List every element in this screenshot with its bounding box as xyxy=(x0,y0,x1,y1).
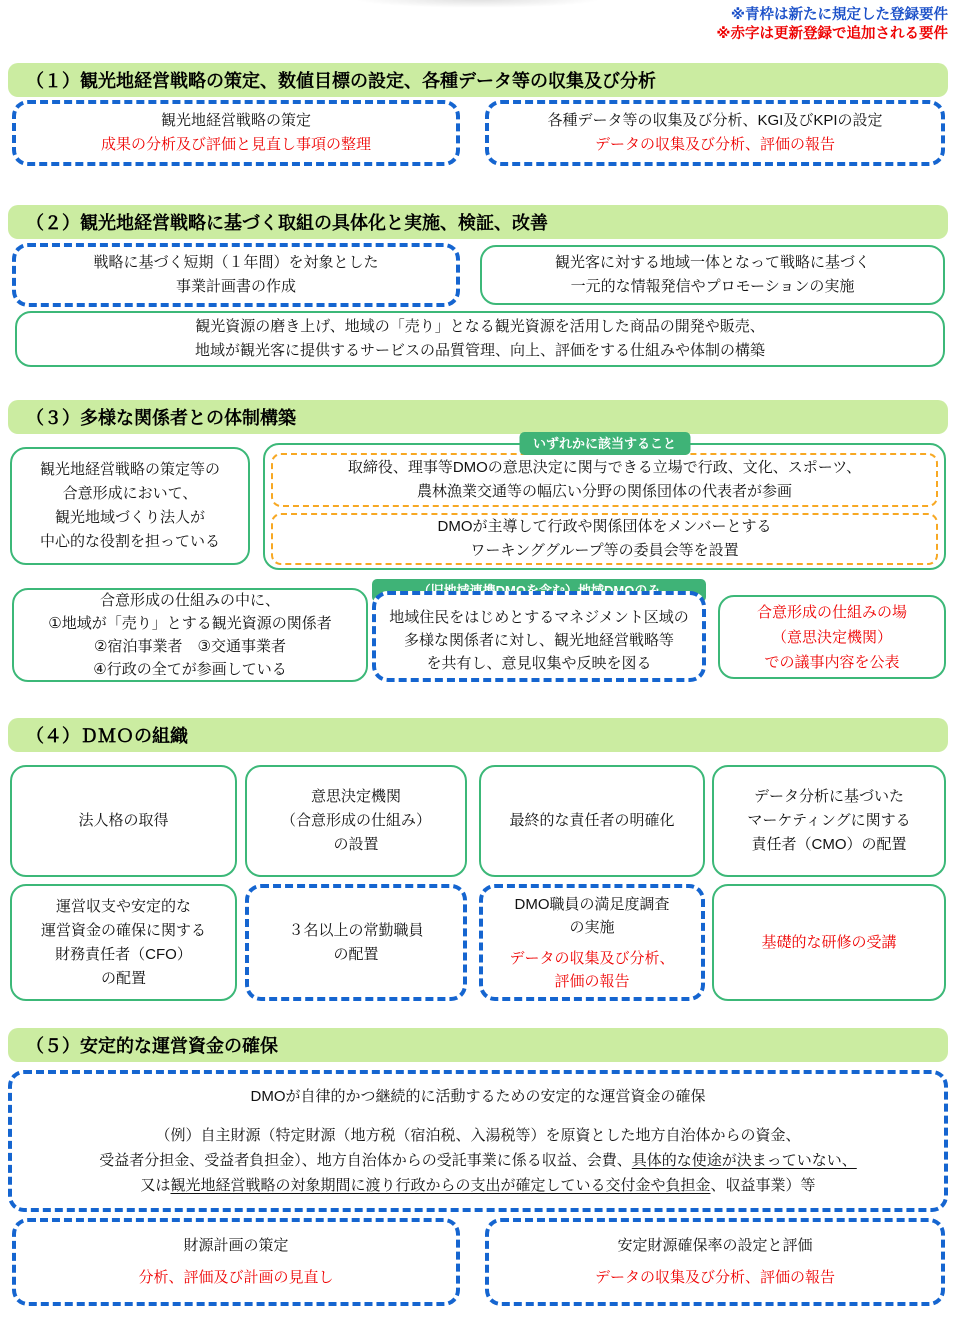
box-text-line: 運営収支や安定的な xyxy=(55,897,191,915)
box-text-black: 財源計画の策定 xyxy=(183,1237,289,1254)
section3-box-central-role xyxy=(10,447,250,565)
section5-header: （５）安定的な運営資金の確保 xyxy=(8,1028,948,1062)
section4-box-cmo xyxy=(712,765,946,877)
box-text-line: 地域が観光客に提供するサービスの品質管理、向上、評価をする仕組みや体制の構築 xyxy=(194,342,765,359)
funding-line3-plain: 又は xyxy=(140,1177,171,1194)
box-text-red-line: 合意形成の仕組みの場 xyxy=(756,603,907,621)
section1-box-strategy xyxy=(12,100,460,166)
section1-box-data-kgi-kpi xyxy=(485,100,945,166)
box-text-line: 観光資源の磨き上げ、地域の「売り」となる観光資源を活用した商品の開発や販売、 xyxy=(195,318,765,335)
box-text-red: データの収集及び分析、 xyxy=(509,949,675,967)
section5-box-funding-plan xyxy=(12,1218,460,1306)
box-text-line: 合意形成において、 xyxy=(62,485,198,502)
box-text-red: 分析、評価及び計画の見直し xyxy=(138,1269,334,1286)
section5-box-stable-funding-rate xyxy=(485,1218,945,1306)
box-text-black: 観光地経営戦略の策定 xyxy=(160,112,311,129)
section2-box-resources xyxy=(15,311,945,367)
box-text-red: 評価の報告 xyxy=(554,972,630,990)
cropped-title-shadow xyxy=(353,0,603,8)
box-text-line: データ分析に基づいた xyxy=(753,788,904,805)
box-text-line: 取締役、理事等DMOの意思決定に関与できる立場で行政、文化、スポーツ、 xyxy=(347,458,862,476)
section4-box-staff-survey xyxy=(479,884,705,1001)
funding-line3-plain-end: 、収益事業）等 xyxy=(710,1177,816,1194)
box-text-line: 財務責任者（CFO） xyxy=(55,945,192,963)
box-text-line: 一元的な情報発信やプロモーションの実施 xyxy=(570,278,855,295)
section2-box-business-plan xyxy=(12,243,460,307)
box-text-line: 最終的な責任者の明確化 xyxy=(509,812,675,829)
section4-box-final-responsible xyxy=(479,765,705,877)
section4-box-decision-body xyxy=(245,765,467,877)
box-text-black: DMO職員の満足度調査 xyxy=(514,895,670,913)
box-text-red-line: （意思決定機関） xyxy=(771,628,892,646)
box-text-line: ①地域が「売り」とする観光資源の関係者 xyxy=(48,615,332,632)
box-text-black: 安定財源確保率の設定と評価 xyxy=(617,1237,813,1254)
either-condition-badge: いずれかに該当すること xyxy=(519,432,690,455)
section3-box-board-participation xyxy=(271,453,938,507)
funding-example-line3 xyxy=(140,1173,815,1198)
box-text-red-line: での議事内容を公表 xyxy=(764,653,900,671)
legend-note-red-text: ※赤字は更新登録で追加される要件 xyxy=(716,26,948,42)
box-text-line: の設置 xyxy=(333,836,379,853)
box-text-line: 運営資金の確保に関する xyxy=(40,921,206,939)
box-text-red: データの収集及び分析、評価の報告 xyxy=(594,136,835,153)
funding-line2-plain: 受益者分担金、受益者負担金）、地方自治体からの受託事業に係る収益、会費、 xyxy=(99,1152,632,1169)
funding-line2-underlined: 具体的な使途が決まっていない、 xyxy=(631,1152,857,1169)
box-text-line: 意思決定機関 xyxy=(310,788,401,805)
box-text-line: 観光地域づくり法人が xyxy=(54,509,205,526)
box-text-line: 合意形成の仕組みの中に、 xyxy=(99,592,280,609)
section3-header: （３）多様な関係者との体制構築 xyxy=(8,400,948,434)
section1-header: （１）観光地経営戦略の策定、数値目標の設定、各種データ等の収集及び分析 xyxy=(8,63,948,97)
box-text-line: 事業計画書の作成 xyxy=(175,278,296,295)
box-text-red: 成果の分析及び評価と見直し事項の整理 xyxy=(100,136,371,153)
section2-header: （２）観光地経営戦略に基づく取組の具体化と実施、検証、改善 xyxy=(8,205,948,239)
section2-box-promotion xyxy=(480,245,945,305)
section4-header: （４）ＤＭＯの組織 xyxy=(8,718,948,752)
box-text-line: ３名以上の常勤職員 xyxy=(288,921,424,939)
box-text-line: 戦略に基づく短期（１年間）を対象とした xyxy=(93,254,379,271)
section4-box-basic-training xyxy=(712,884,946,1001)
section3-box-consensus-members xyxy=(12,588,368,682)
section3-regional-dmo-group xyxy=(372,579,706,682)
box-text-line: マーケティングに関する xyxy=(747,812,911,829)
section5-main-funding-box xyxy=(8,1070,948,1212)
box-text-line: の配置 xyxy=(100,969,146,987)
box-text-line: ワーキンググループ等の委員会等を設置 xyxy=(470,541,739,559)
box-text-black: 各種データ等の収集及び分析、KGI及びKPIの設定 xyxy=(547,112,883,129)
box-text-line: 法人格の取得 xyxy=(78,812,169,829)
box-text-line: 観光地経営戦略の策定等の xyxy=(39,461,220,478)
section3-box-publish-minutes xyxy=(718,595,946,679)
box-text-line: 農林漁業交通等の幅広い分野の関係団体の代表者が参画 xyxy=(416,482,792,500)
box-text-line: （合意形成の仕組み） xyxy=(280,812,431,829)
funding-example-line1: （例）自主財源（特定財源（地方税（宿泊税、入湯税等）を原資とした地方自治体からの資金、 xyxy=(155,1127,801,1144)
funding-example-line2 xyxy=(99,1148,857,1173)
box-text-line: 責任者（CMO）の配置 xyxy=(751,836,907,853)
box-text-black: の実施 xyxy=(569,918,615,936)
box-text-line: 中心的な役割を担っている xyxy=(39,533,220,550)
box-text-line: の配置 xyxy=(333,945,379,963)
box-text-line: DMOが主導して行政や関係団体をメンバーとする xyxy=(437,517,772,535)
section4-box-legal-status xyxy=(10,765,237,877)
box-text-line: 観光客に対する地域一体となって戦略に基づく xyxy=(554,254,870,271)
box-text-line: ④行政の全てが参画している xyxy=(93,661,287,678)
box-text-line: ②宿泊事業者 ③交通事業者 xyxy=(94,638,286,655)
section3-box-working-group xyxy=(271,513,938,565)
box-text-line: を共有し、意見収集や反映を図る xyxy=(426,655,652,672)
box-text-red: データの収集及び分析、評価の報告 xyxy=(594,1269,835,1286)
funding-heading: DMOが自律的かつ継続的に活動するための安定的な運営資金の確保 xyxy=(250,1088,706,1105)
box-text-line: 多様な関係者に対し、観光地経営戦略等 xyxy=(403,632,674,649)
legend-note-blue-frame: ※青枠は新たに規定した登録要件 xyxy=(730,7,948,23)
funding-line3-underlined: 観光地経営戦略の対象期間に渡り行政からの支出が確定している交付金や負担金 xyxy=(170,1177,711,1194)
box-text-red-line: 基礎的な研修の受講 xyxy=(761,933,897,951)
box-text-line: 地域住民をはじめとするマネジメント区域の xyxy=(389,609,689,626)
section3-either-condition-container xyxy=(263,436,946,570)
section3-box-residents-feedback xyxy=(372,591,706,682)
legend-notes xyxy=(716,6,948,44)
section4-box-cfo xyxy=(10,884,237,1001)
section4-box-fulltime-staff xyxy=(245,884,467,1001)
